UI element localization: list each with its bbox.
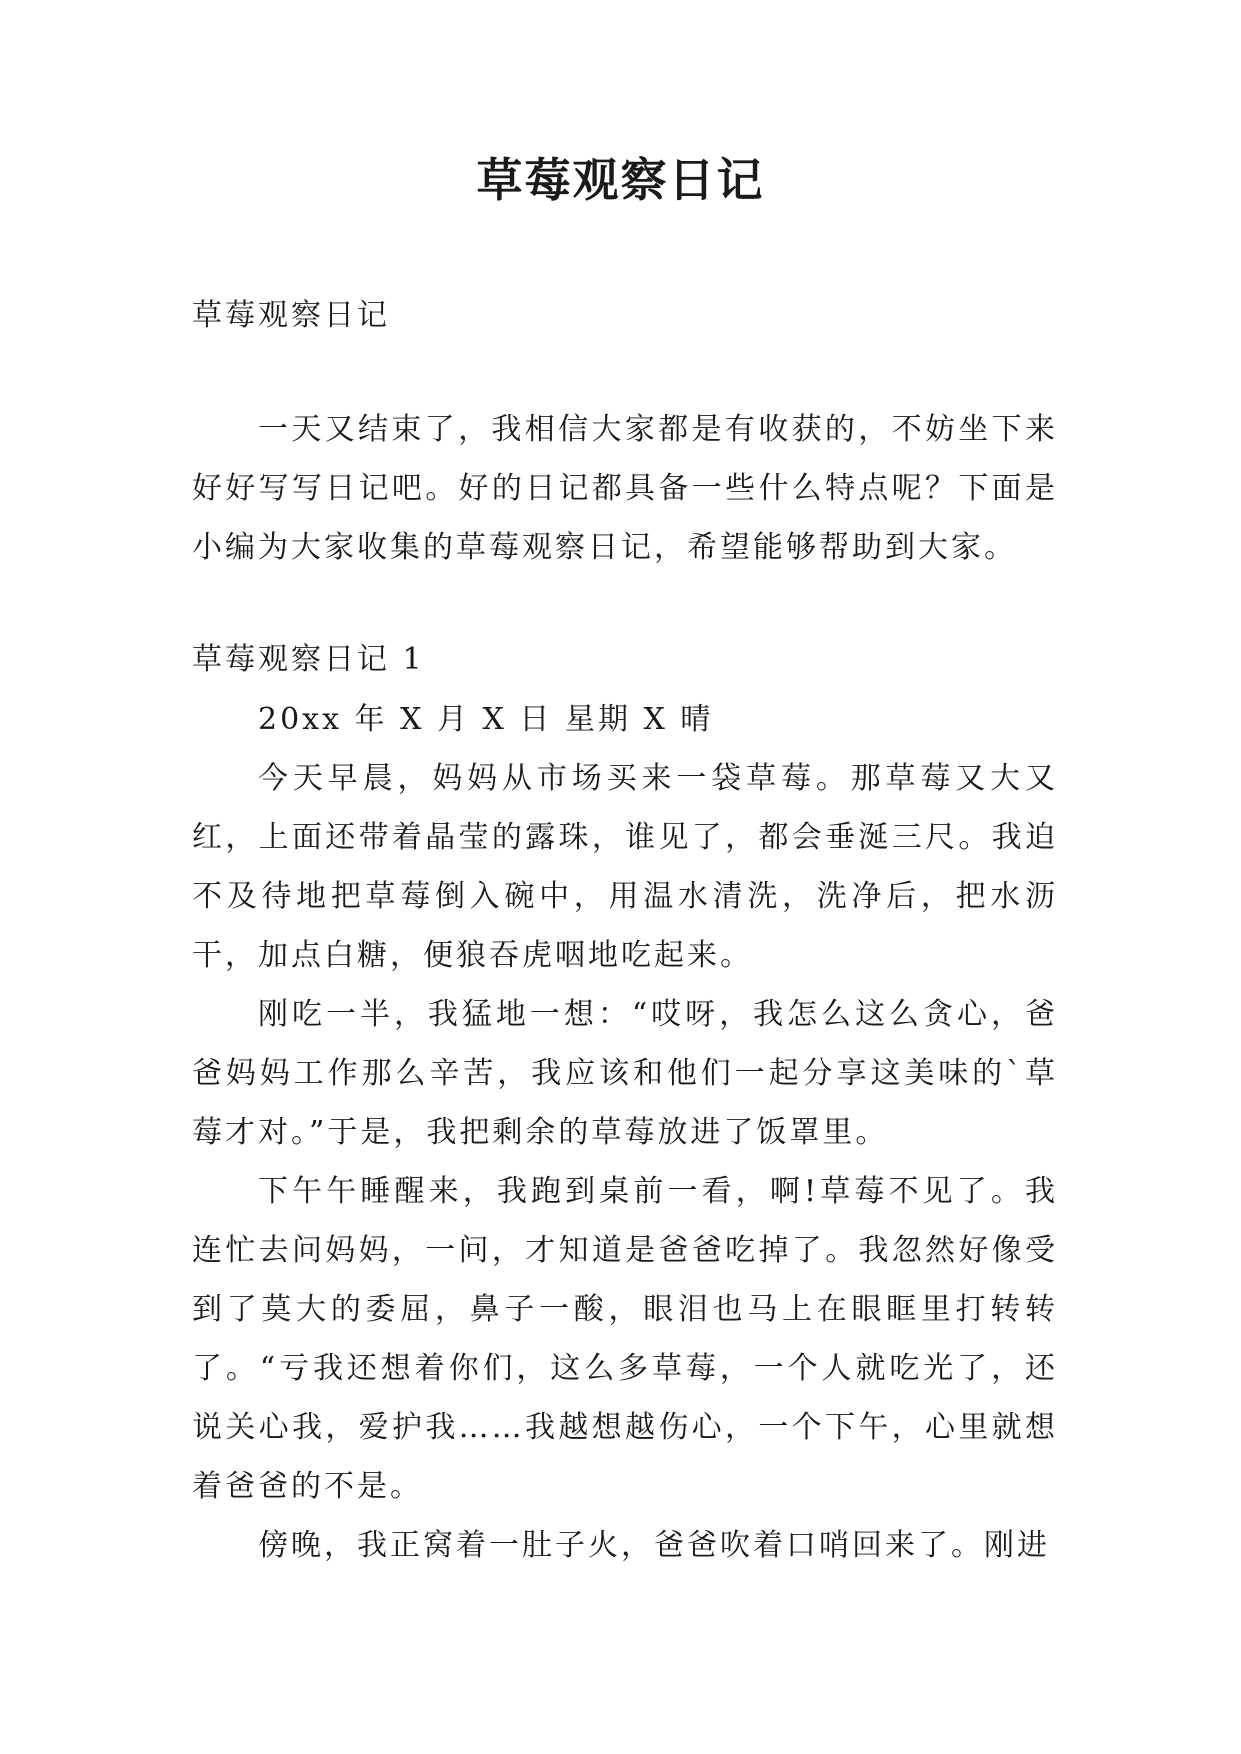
intro-paragraph: 一天又结束了，我相信大家都是有收获的，不妨坐下来好好写写日记吧。好的日记都具备一些什么特点呢？下面是小编为大家收集的草莓观察日记，希望能够帮助到大家。 [192,412,1058,565]
document-subtitle: 草莓观察日记 [192,298,390,333]
paragraph: 下午午睡醒来，我跑到桌前一看，啊!草莓不见了。我连忙去问妈妈，一问，才知道是爸爸吃掉了。我忽然好像受到了莫大的委屈，鼻子一酸，眼泪也马上在眼眶里打转转了。“亏我还想着你们，这么多草莓，一个人就吃光了，还说关心我，爱护我……我越想越伤心，一个下午，心里就想着爸爸的不是。 [192,1174,1058,1504]
document-title: 草莓观察日记 [476,153,765,207]
diary-entry [192,690,1058,1575]
paragraph: 傍晚，我正窝着一肚子火，爸爸吹着口哨回来了。刚进 [258,1528,1050,1563]
entry-date-line: 20xx 年 X 月 X 日 星期 X 晴 [258,702,714,737]
section-heading: 草莓观察日记 1 [192,642,425,677]
paragraph: 今天早晨，妈妈从市场买来一袋草莓。那草莓又大又红，上面还带着晶莹的露珠，谁见了，都会垂涎三尺。我迫不及待地把草莓倒入碗中，用温水清洗，洗净后，把水沥干，加点白糖，便狼吞虎咽地吃起来。 [192,761,1058,973]
paragraph: 刚吃一半，我猛地一想：“哎呀，我怎么这么贪心，爸爸妈妈工作那么辛苦，我应该和他们一起分享这美味的`草莓才对。”于是，我把剩余的草莓放进了饭罩里。 [192,997,1058,1150]
